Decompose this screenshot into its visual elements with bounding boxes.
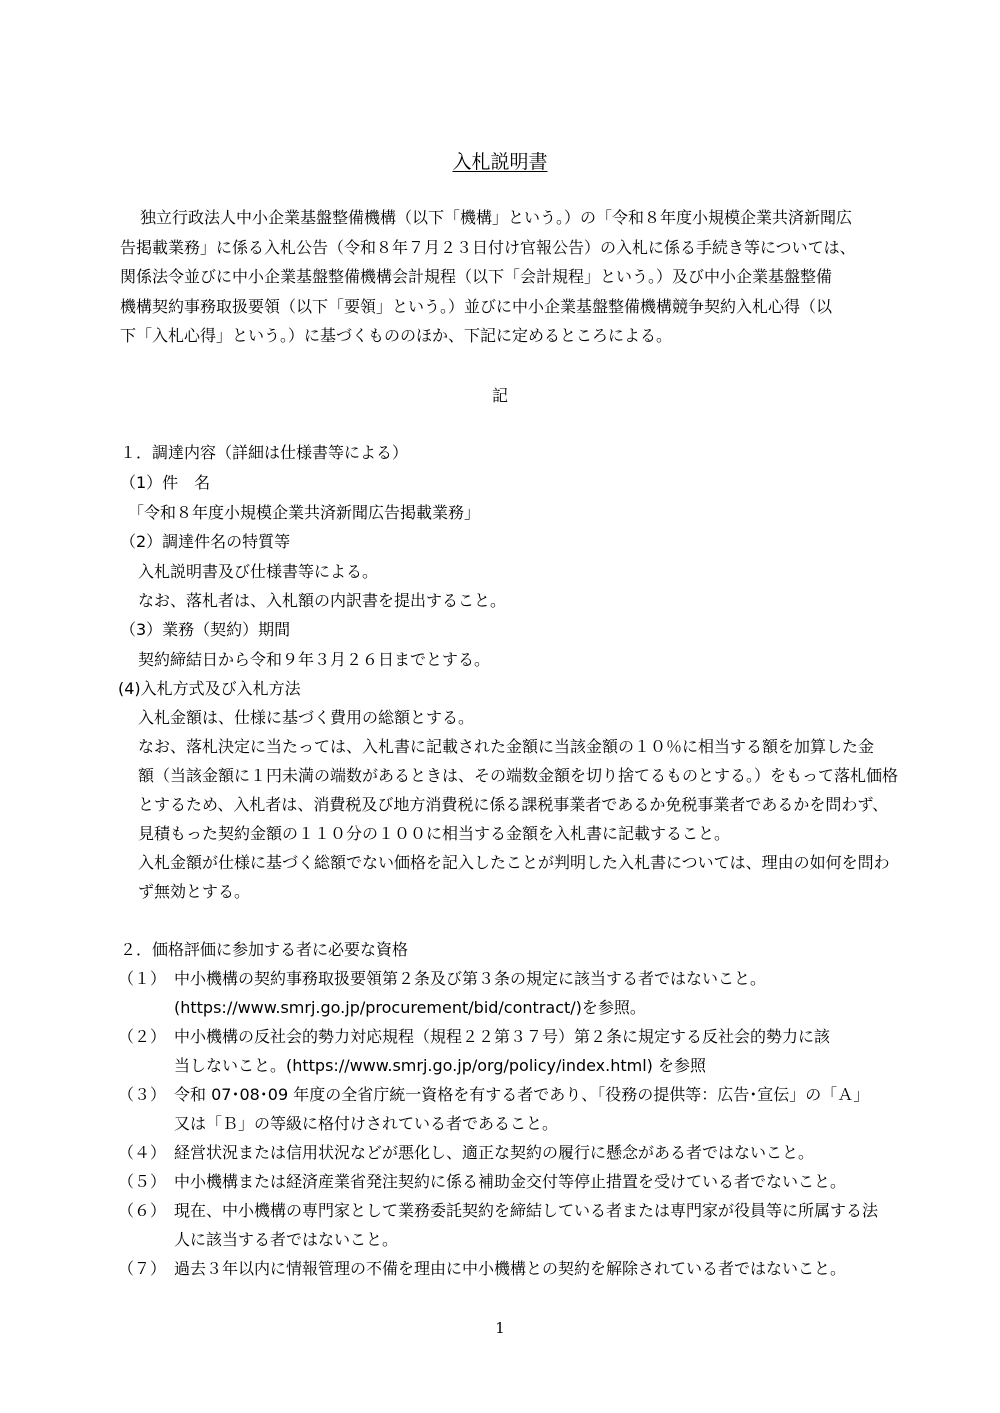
item-2-line: なお、落札者は、入札額の内訳書を提出すること。 (138, 591, 507, 610)
item-4-line: 入札金額は、仕様に基づく費用の総額とする。 (138, 708, 475, 727)
qualification-line: 過去３年以内に情報管理の不備を理由に中小機構との契約を解除されている者ではないこと。 (174, 1259, 847, 1278)
item-1-text: 「令和８年度小規模企業共済新聞広告掲載業務」 (128, 503, 481, 522)
intro-line: 下「入札心得」という。）に基づくもののほか、下記に定めるところによる。 (120, 326, 673, 345)
section-1-heading: １．調達内容（詳細は仕様書等による） (120, 443, 409, 462)
qualification-line: 現在、中小機構の専門家として業務委託契約を締結している者または専門家が役員等に所属する法 (174, 1201, 879, 1220)
qualification-number: （５） (118, 1172, 167, 1191)
qualification-number: （６） (118, 1201, 167, 1220)
qualification-number: （３） (118, 1085, 167, 1104)
item-4-line: ず無効とする。 (138, 882, 251, 901)
intro-line: 独立行政法人中小企業基盤整備機構（以下「機構」という。）の「令和８年度小規模企業共済新聞広 (140, 208, 853, 227)
ki-label: 記 (491, 386, 508, 405)
qualification-line: 令和 07･08･09 年度の全省庁統一資格を有する者であり、「役務の提供等：広告･宣伝」の「Ａ」 (174, 1085, 870, 1104)
qualification-line: 人に該当する者ではないこと。 (174, 1230, 399, 1249)
qualification-line: 経営状況または信用状況などが悪化し、適正な契約の履行に懸念がある者ではないこと。 (174, 1143, 815, 1162)
item-4-line: とするため、入札者は、消費税及び地方消費税に係る課税事業者であるか免税事業者であるかを問わず、 (138, 795, 889, 814)
qualification-line: 中小機構の契約事務取扱要領第２条及び第３条の規定に該当する者ではないこと。 (174, 969, 767, 988)
item-4-line: 入札金額が仕様に基づく総額でない価格を記入したことが判明した入札書については、理由の如何を問わ (138, 853, 890, 872)
intro-line: 関係法令並びに中小企業基盤整備機構会計規程（以下「会計規程」という。）及び中小企業基盤整備 (120, 267, 833, 286)
qualification-url: (https://www.smrj.go.jp/procurement/bid/contract/)を参照。 (174, 998, 646, 1017)
qualification-number: （７） (118, 1259, 167, 1278)
intro-line: 告掲載業務」に係る入札公告（令和８年７月２３日付け官報公告）の入札に係る手続き等については、 (120, 238, 856, 257)
document-title: 入札説明書 (452, 151, 548, 173)
item-2-heading: （2）調達件名の特質等 (120, 532, 291, 551)
qualification-line: 又は「Ｂ」の等級に格付けされている者であること。 (174, 1114, 559, 1133)
section-2-heading: ２．価格評価に参加する者に必要な資格 (120, 940, 409, 959)
item-4-line: 見積もった契約金額の１１０分の１００に相当する金額を入札書に記載すること。 (138, 824, 731, 843)
item-3-heading: （3）業務（契約）期間 (120, 620, 291, 639)
item-3-text: 契約締結日から令和９年３月２６日までとする。 (138, 650, 491, 669)
qualification-line: 中小機構または経済産業省発注契約に係る補助金交付等停止措置を受けている者でないこと。 (174, 1172, 847, 1191)
qualification-number: （４） (118, 1143, 167, 1162)
item-4-line: 額（当該金額に１円未満の端数があるときは、その端数金額を切り捨てるものとする。）をもって落札価格 (138, 766, 899, 785)
qualification-number: （１） (118, 969, 167, 988)
qualification-line: 中小機構の反社会的勢力対応規程（規程２２第３７号）第２条に規定する反社会的勢力に該 (174, 1027, 831, 1046)
qualification-number: （２） (118, 1027, 167, 1046)
page-number: 1 (495, 1319, 505, 1337)
intro-line: 機構契約事務取扱要領（以下「要領」という。）並びに中小企業基盤整備機構競争契約入札心得（以 (120, 297, 833, 316)
item-1-heading: （1）件 名 (120, 473, 211, 492)
qualification-line: 当しないこと。(https://www.smrj.go.jp/org/policy/index.html) を参照 (174, 1056, 707, 1075)
item-2-line: 入札説明書及び仕様書等による。 (138, 562, 379, 581)
item-4-heading: (4)入札方式及び入札方法 (118, 679, 301, 698)
item-4-line: なお、落札決定に当たっては、入札書に記載された金額に当該金額の１０％に相当する額を加算した金 (138, 737, 875, 756)
